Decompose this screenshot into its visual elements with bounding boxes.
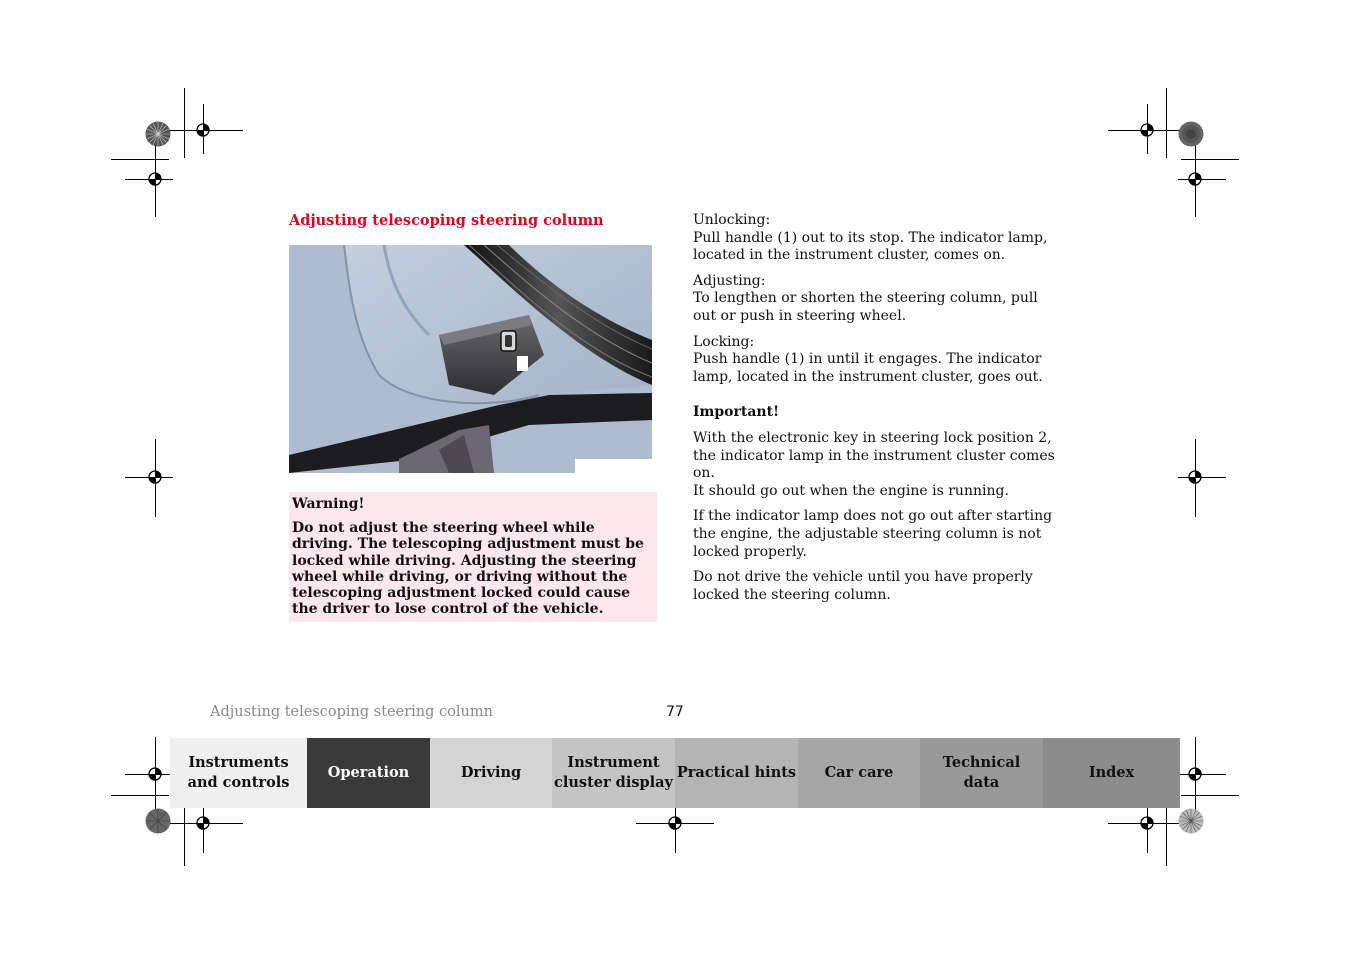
registration-mark-icon (145, 169, 165, 189)
important-text: It should go out when the engine is running. (693, 482, 1009, 499)
tab-technical-data[interactable] (920, 738, 1043, 808)
instruction-text: Push handle (1) in until it engages. The indicator lamp, located in the instrument cluster, goes out. (693, 351, 1043, 385)
chapter-tab-bar (170, 738, 1180, 808)
tab-label: Instrument cluster display (554, 754, 673, 791)
crop-line (111, 795, 169, 796)
crop-line (1166, 88, 1167, 158)
tab-label: Index (1088, 764, 1135, 781)
instruction-label: Adjusting: (693, 272, 766, 289)
tab-car-care[interactable] (798, 738, 920, 808)
tab-label: Technical data (942, 754, 1021, 791)
steering-column-drawing (289, 245, 652, 473)
registration-mark-icon (1185, 764, 1205, 784)
registration-mark-icon (193, 120, 213, 140)
tab-driving[interactable] (430, 738, 552, 808)
instruction-locking (693, 334, 1065, 387)
tab-operation[interactable] (307, 738, 430, 808)
warning-box (289, 492, 657, 622)
important-heading: Important! (693, 404, 780, 421)
crop-line (1181, 159, 1239, 160)
tab-instruments-and-controls[interactable] (170, 738, 307, 808)
important-paragraph: If the indicator lamp does not go out after starting the engine, the adjustable steering column is not locked properly. (693, 508, 1053, 560)
color-rosette-icon (145, 808, 171, 834)
registration-mark-icon (1137, 813, 1157, 833)
instruction-adjusting (693, 273, 1065, 326)
registration-mark-icon (665, 813, 685, 833)
instruction-text: To lengthen or shorten the steering column, pull out or push in steering wheel. (693, 290, 1038, 324)
tab-index[interactable] (1043, 738, 1180, 808)
steering-column-illustration (289, 245, 652, 473)
tab-label: Instruments and controls (187, 754, 290, 791)
crop-line (184, 88, 185, 158)
footer-section-title: Adjusting telescoping steering column (210, 704, 493, 720)
registration-mark-icon (1185, 467, 1205, 487)
important-text: With the electronic key in steering lock position 2, the indicator lamp in the instrument cluster comes on. (693, 429, 1055, 482)
instruction-label: Unlocking: (693, 212, 771, 228)
warning-heading: Warning! (292, 496, 365, 512)
tab-label: Operation (327, 764, 410, 781)
registration-mark-icon (193, 813, 213, 833)
instruction-unlocking (693, 212, 1065, 265)
color-rosette-icon (145, 121, 171, 147)
crop-line (1181, 795, 1239, 796)
instruction-label: Locking: (693, 333, 755, 350)
color-rosette-icon (1178, 121, 1204, 147)
tab-instrument-cluster-display[interactable] (552, 738, 675, 808)
registration-mark-icon (145, 467, 165, 487)
warning-text: Do not adjust the steering wheel while driving. The telescoping adjustment must be locked while driving. Adjusting the steering wheel while driving, or driving without the telescoping adjustment locked could cause the driver to lose control of the vehicle. (292, 520, 644, 618)
registration-mark-icon (1185, 169, 1205, 189)
tab-label: Practical hints (676, 764, 797, 781)
crop-line (111, 159, 169, 160)
instruction-text: Pull handle (1) out to its stop. The indicator lamp, located in the instrument cluster, comes on. (693, 229, 1048, 264)
important-paragraph: Do not drive the vehicle until you have properly locked the steering column. (693, 569, 1033, 603)
important-paragraph (693, 430, 1065, 500)
registration-mark-icon (1137, 120, 1157, 140)
color-rosette-icon (1178, 808, 1204, 834)
instructions-column (693, 212, 1065, 612)
registration-mark-icon (145, 764, 165, 784)
tab-label: Car care (824, 764, 894, 781)
page-number: 77 (666, 704, 684, 720)
section-title: Adjusting telescoping steering column (289, 212, 604, 229)
tab-practical-hints[interactable] (675, 738, 798, 808)
callout-label: 1 (519, 357, 526, 370)
tab-label: Driving (460, 764, 522, 781)
